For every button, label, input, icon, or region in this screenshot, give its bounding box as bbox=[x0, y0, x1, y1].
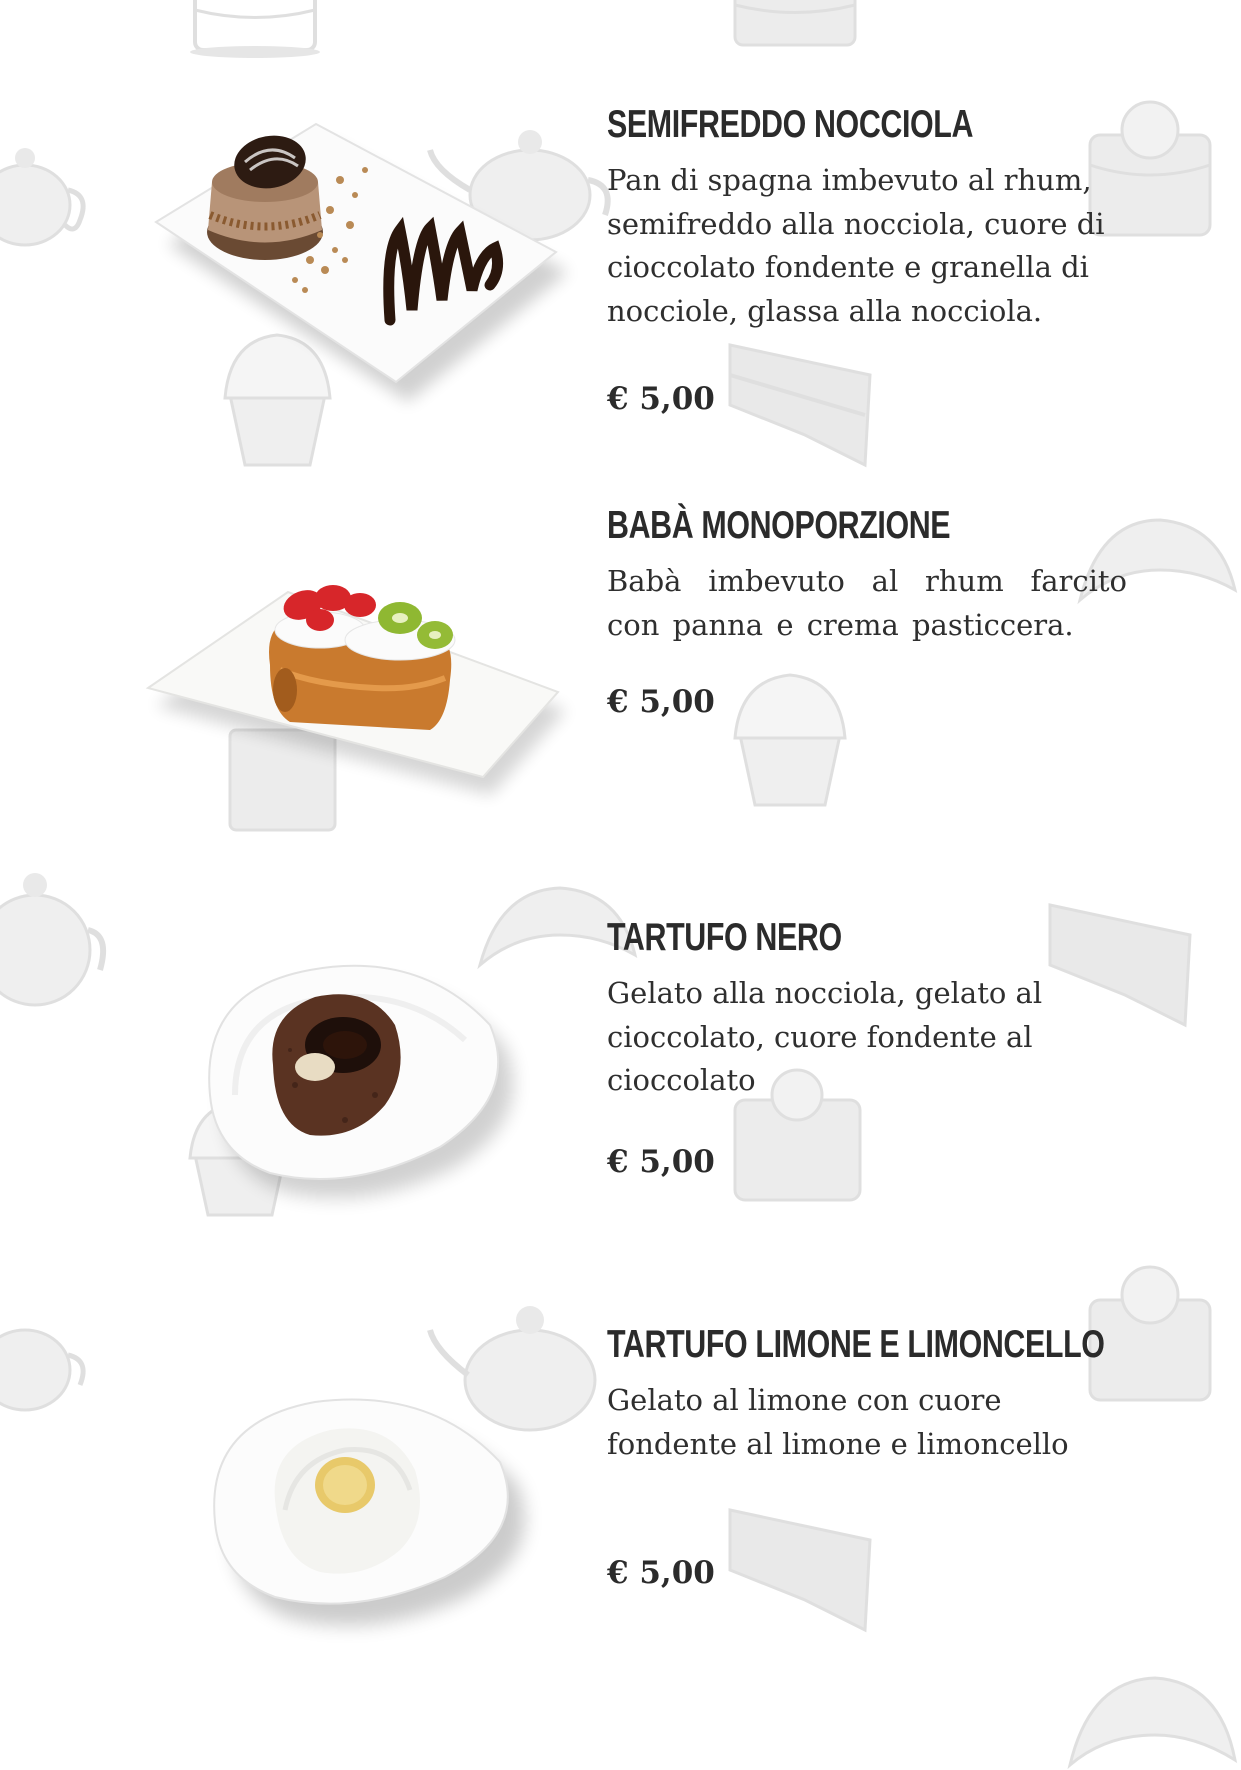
semifreddo-plate-photo bbox=[150, 120, 570, 400]
menu-item bbox=[0, 860, 1241, 1280]
dish-name: TARTUFO NERO bbox=[607, 916, 842, 959]
dish-name: TARTUFO LIMONE E LIMONCELLO bbox=[607, 1323, 1105, 1366]
dish-price: € 5,00 bbox=[607, 1144, 715, 1180]
dish-price: € 5,00 bbox=[607, 1555, 715, 1591]
dish-description: Gelato al limone con cuore fondente al limone e limoncello bbox=[607, 1383, 1069, 1461]
menu-item bbox=[0, 0, 1241, 440]
dish-info bbox=[607, 1323, 1127, 1591]
dish-info bbox=[607, 103, 1127, 417]
dish-description: Pan di spagna imbevuto al rhum, semifreddo alla nocciola, cuore di cioccolato fondente e granella di nocciole, glassa alla nocciola. bbox=[607, 163, 1105, 328]
dish-name: BABÀ MONOPORZIONE bbox=[607, 504, 951, 547]
tartufo-nero-bowl-photo bbox=[195, 955, 525, 1195]
dish-price: € 5,00 bbox=[607, 684, 715, 720]
menu-item bbox=[0, 440, 1241, 860]
dish-info bbox=[607, 504, 1127, 720]
baba-plate-photo bbox=[145, 560, 565, 790]
dish-info bbox=[607, 916, 1127, 1180]
tartufo-limone-bowl-photo bbox=[205, 1390, 535, 1620]
menu-item bbox=[0, 1280, 1241, 1754]
dish-description: Gelato alla nocciola, gelato al cioccolato, cuore fondente al cioccolato bbox=[607, 976, 1043, 1097]
dish-description: Babà imbevuto al rhum farcito con panna e crema pasticcera. bbox=[607, 564, 1127, 642]
dish-price: € 5,00 bbox=[607, 381, 715, 417]
dish-name: SEMIFREDDO NOCCIOLA bbox=[607, 103, 974, 146]
